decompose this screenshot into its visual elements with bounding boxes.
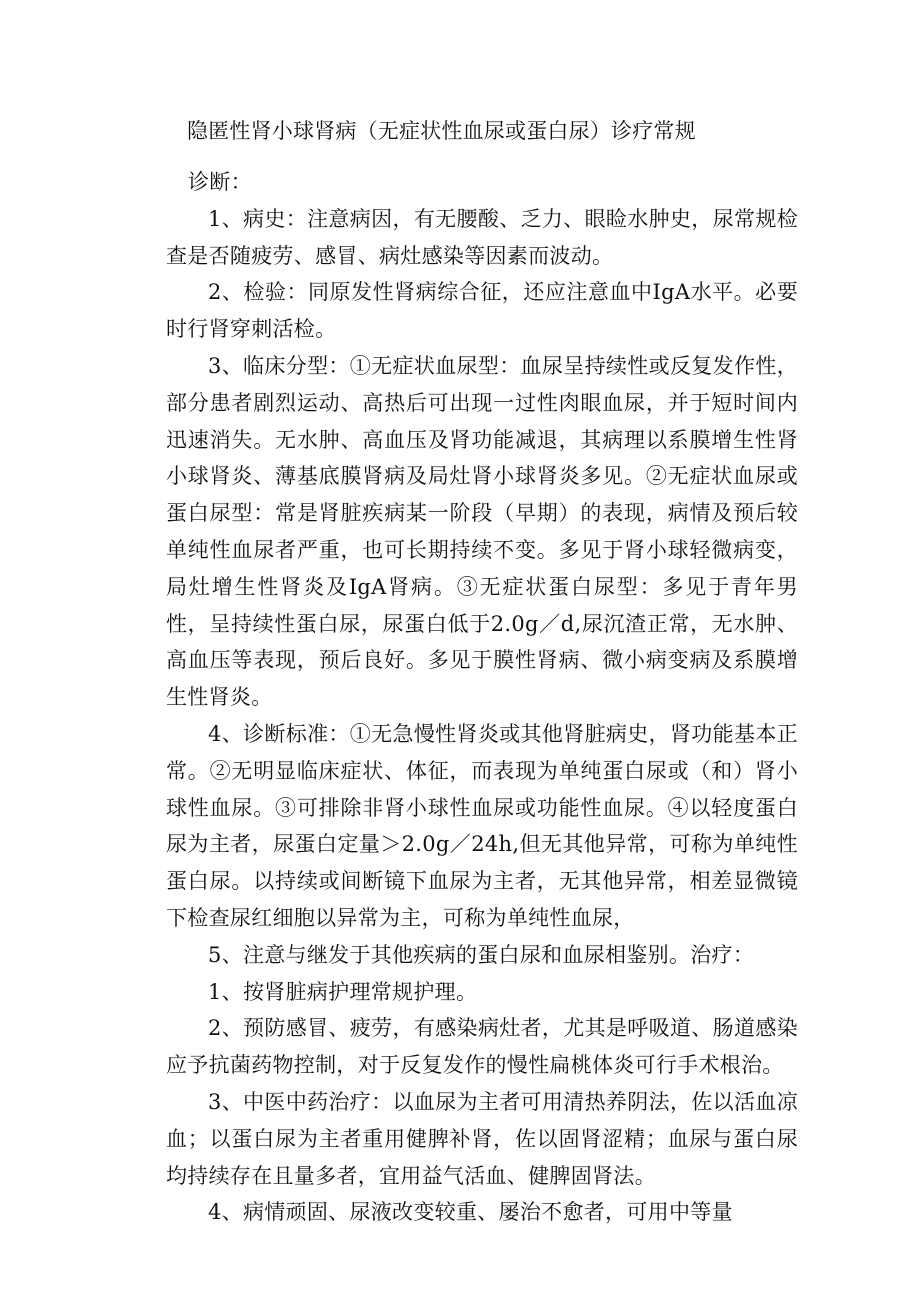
paragraph: 4、诊断标准：①无急慢性肾炎或其他肾脏病史，肾功能基本正常。②无明显临床症状、体征，而表现为单纯蛋白尿或（和）肾小球性血尿。③可排除非肾小球性血尿或功能性血尿。④以轻度蛋白尿为主者，尿蛋白定量＞2.0g／24h,但无其他异常，可称为单纯性蛋白尿。以持续或间断镜下血尿为主者，无其他异常，相差显微镜下检查尿红细胞以异常为主，可称为单纯性血尿， bbox=[166, 721, 798, 930]
paragraph: 4、病情顽固、尿液改变较重、屡治不愈者，可用中等量 bbox=[208, 1200, 733, 1225]
paragraph: 3、中医中药治疗：以血尿为主者可用清热养阴法，佐以活血凉血；以蛋白尿为主者重用健脾补肾，佐以固肾涩精；血尿与蛋白尿均持续存在且量多者，宜用益气活血、健脾固肾法。 bbox=[166, 1089, 798, 1188]
section-heading-diagnosis: 诊断： bbox=[188, 170, 252, 194]
document-title: 隐匿性肾小球肾病（无症状性血尿或蛋白尿）诊疗常规 bbox=[187, 119, 696, 143]
paragraph: 2、检验：同原发性肾病综合征，还应注意血中IgA水平。必要时行肾穿刺活检。 bbox=[166, 280, 798, 342]
paragraph: 3、临床分型：①无症状血尿型：血尿呈持续性或反复发作性，部分患者剧烈运动、高热后可出现一过性肉眼血尿，并于短时间内迅速消失。无水肿、高血压及肾功能减退，其病理以系膜增生性肾小球肾炎、薄基底膜肾病及局灶肾小球肾炎多见。②无症状血尿或蛋白尿型：常是肾脏疾病某一阶段（早期）的表现，病情及预后较单纯性血尿者严重，也可长期持续不变。多见于肾小球轻微病变，局灶增生性肾炎及IgA肾病。③无症状蛋白尿型：多见于青年男性，呈持续性蛋白尿，尿蛋白低于2.0g／d,尿沉渣正常，无水肿、高血压等表现，预后良好。多见于膜性肾病、微小病变病及系膜增生性肾炎。 bbox=[166, 353, 798, 710]
paragraph: 5、注意与继发于其他疾病的蛋白尿和血尿相鉴别。治疗： bbox=[208, 942, 755, 967]
paragraph: 1、病史：注意病因，有无腰酸、乏力、眼睑水肿史，尿常规检查是否随疲劳、感冒、病灶感染等因素而波动。 bbox=[166, 206, 798, 268]
paragraph: 1、按肾脏病护理常规护理。 bbox=[208, 979, 478, 1004]
paragraph: 2、预防感冒、疲劳，有感染病灶者，尤其是呼吸道、肠道感染应予抗菌药物控制，对于反复发作的慢性扁桃体炎可行手术根治。 bbox=[166, 1016, 798, 1078]
document-body bbox=[166, 164, 798, 1231]
